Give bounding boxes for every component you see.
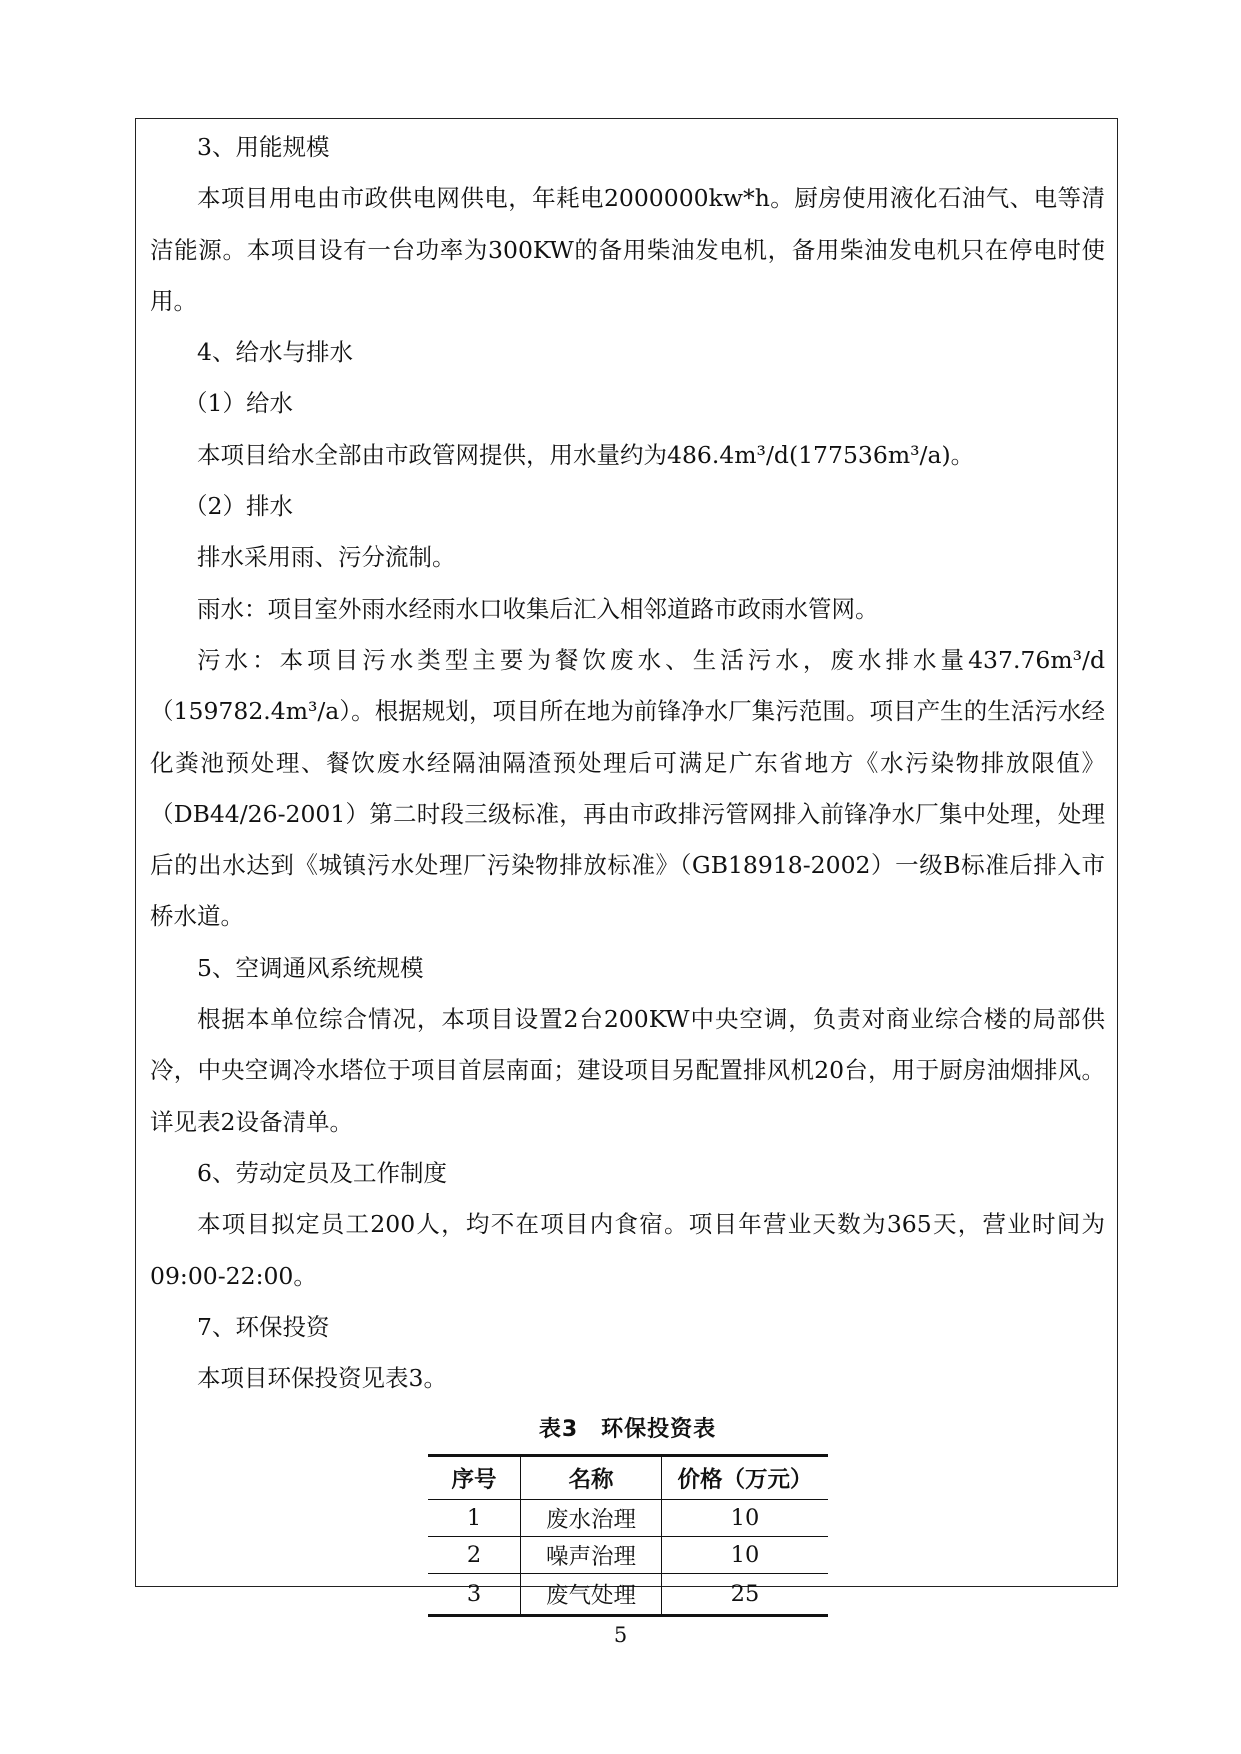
content-frame bbox=[135, 118, 1118, 1610]
header-index: 序号 bbox=[428, 1456, 521, 1500]
header-price: 价格（万元） bbox=[662, 1456, 829, 1500]
table-row bbox=[428, 1500, 828, 1537]
paragraph: 本项目环保投资见表3。 bbox=[197, 1364, 447, 1393]
cell-price: 25 bbox=[662, 1574, 829, 1616]
paragraph-list bbox=[150, 122, 1105, 1404]
paragraph: 雨水：项目室外雨水经雨水口收集后汇入相邻道路市政雨水管网。 bbox=[197, 594, 879, 623]
paragraph: （1）给水 bbox=[184, 389, 293, 418]
paragraph: 4、给水与排水 bbox=[197, 338, 353, 367]
table-caption: 表3 环保投资表 bbox=[538, 1417, 717, 1443]
investment-table bbox=[428, 1454, 828, 1617]
paragraph: 排水采用雨、污分流制。 bbox=[197, 543, 456, 572]
paragraph: 6、劳动定员及工作制度 bbox=[197, 1158, 447, 1187]
table-header-row bbox=[428, 1456, 828, 1500]
cell-index: 3 bbox=[428, 1574, 521, 1616]
cell-name: 噪声治理 bbox=[521, 1537, 662, 1574]
header-name: 名称 bbox=[521, 1456, 662, 1500]
cell-index: 1 bbox=[428, 1500, 521, 1537]
paragraph: 3、用能规模 bbox=[197, 133, 330, 161]
page-number: 5 bbox=[613, 1623, 628, 1647]
paragraph: 7、环保投资 bbox=[197, 1312, 330, 1341]
document-body bbox=[150, 122, 1105, 1617]
cell-name: 废气处理 bbox=[521, 1574, 662, 1616]
paragraph: 本项目给水全部由市政管网提供，用水量约为486.4m³/d(177536m³/a)。 bbox=[197, 440, 975, 469]
paragraph: 5、空调通风系统规模 bbox=[197, 953, 424, 982]
table-row bbox=[428, 1574, 828, 1616]
cell-price: 10 bbox=[662, 1537, 829, 1574]
table-row bbox=[428, 1537, 828, 1574]
cell-name: 废水治理 bbox=[521, 1500, 662, 1537]
paragraph: 本项目拟定员工200人，均不在项目内食宿。项目年营业天数为365天，营业时间为09:00-22:00。 bbox=[150, 1210, 1105, 1290]
paragraph: 本项目用电由市政供电网供电，年耗电2000000kw*h。厨房使用液化石油气、电等清洁能源。本项目设有一台功率为300KW的备用柴油发电机，备用柴油发电机只在停电时使用。 bbox=[150, 184, 1105, 315]
paragraph: 污水：本项目污水类型主要为餐饮废水、生活污水，废水排水量437.76m³/d（159782.4m³/a）。根据规划，项目所在地为前锋净水厂集污范围。项目产生的生活污水经化粪池预处理、餐饮废水经隔油隔渣预处理后可满足广东省地方《水污染物排放限值》（DB44/26-2001）第二时段三级标准，再由市政排污管网排入前锋净水厂集中处理，处理后的出水达到《城镇污水处理厂污染物排放标准》（GB18918-2002）一级B标准后排入市桥水道。 bbox=[150, 645, 1105, 931]
cell-price: 10 bbox=[662, 1500, 829, 1537]
cell-index: 2 bbox=[428, 1537, 521, 1574]
paragraph: 根据本单位综合情况，本项目设置2台200KW中央空调，负责对商业综合楼的局部供冷，中央空调冷水塔位于项目首层南面；建设项目另配置排风机20台，用于厨房油烟排风。详见表2设备清单。 bbox=[150, 1005, 1105, 1136]
paragraph: （2）排水 bbox=[184, 492, 293, 521]
